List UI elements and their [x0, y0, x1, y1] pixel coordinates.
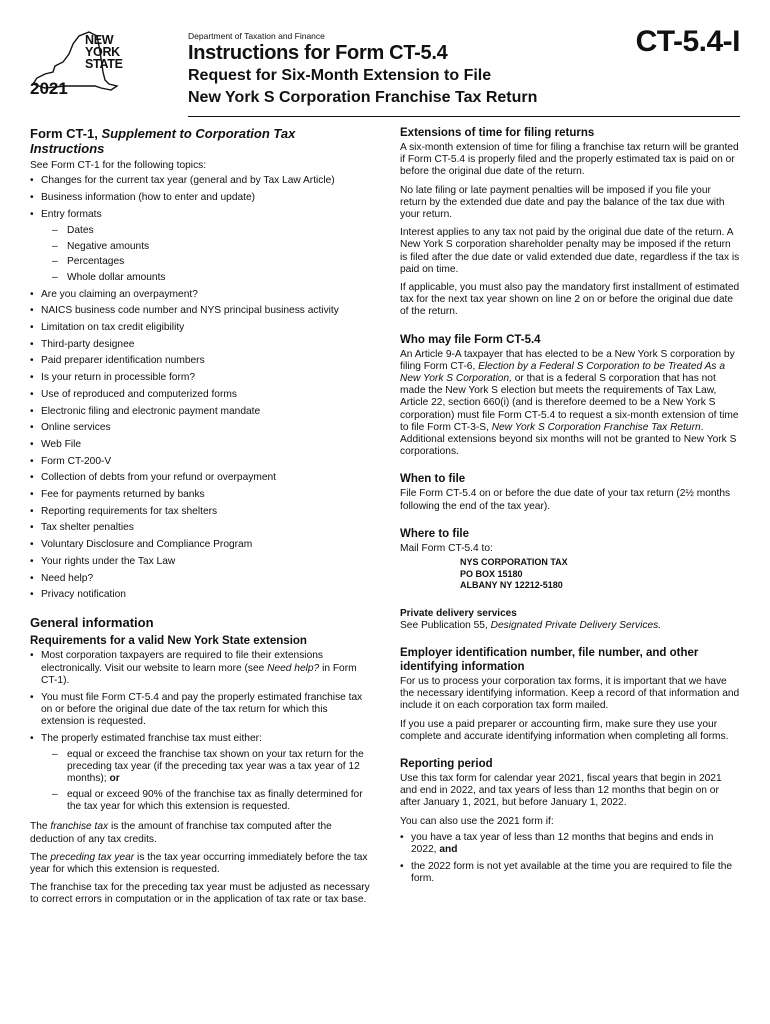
list-item: – equal or exceed 90% of the franchise tax as finally determined for the tax year for which this extension is requested.: [41, 789, 370, 813]
extensions-para-3: Interest applies to any tax not paid by the original due date of the return. A New York S corporation shareholder penalty may be imposed if the return is filed after the due date or valid extended due date, regardless if the tax is paid on time.: [400, 227, 740, 275]
extensions-heading: Extensions of time for filing returns: [400, 127, 595, 139]
list-item: • Limitation on tax credit eligibility: [30, 322, 370, 334]
list-item: • Form CT-200-V: [30, 456, 370, 468]
list-item: • The properly estimated franchise tax must either: – equal or exceed the franchise tax shown on your tax return for the preceding tax year (if the preceding tax year was a tax year of 12 months); or – equal or exceed 90% of the franchise tax as finally determined for the tax year for which this extension is requested.: [30, 733, 370, 814]
list-item: • Use of reproduced and computerized forms: [30, 389, 370, 401]
who-may-file-para: An Article 9-A taxpayer that has elected to be a New York S corporation by filing Form CT-6, Election by a Federal S Corporation to be Treated As a New York S Corporation, or that is a federal S corporation that has not made the New York S election but meets the requirements of Tax Law, Article 22, section 660(i) (and is therefore deemed to be a New York S corporation) must file Form CT-5.4 to request a six-month extension of time to file Form CT-3-S, New York S Corporation Franchise Tax Return. Additional extensions beyond six months will not be granted to New York S corporations.: [400, 348, 739, 458]
page-subtitle-1: Request for Six-Month Extension to File: [188, 67, 492, 84]
ein-para-2: If you use a paid preparer or accounting firm, make sure they use your complete and accurate identifying information when completing all forms.: [400, 718, 729, 742]
requirements-list: [30, 650, 370, 813]
adjustment-note: The franchise tax for the preceding tax year must be adjusted as necessary to correct errors in computation or in the application of tax rate or tax base.: [30, 882, 370, 906]
preceding-tax-year-definition: The preceding tax year is the tax year occurring immediately before the tax year for which this extension is requested.: [30, 851, 368, 876]
topics-list: [30, 175, 370, 601]
list-item: – Percentages: [41, 256, 370, 268]
reporting-period-list: [400, 832, 740, 885]
list-item: • You must file Form CT-5.4 and pay the properly estimated franchise tax on or before the original due date of the tax return for which this extension is requested.: [30, 692, 370, 729]
list-item: • NAICS business code number and NYS principal business activity: [30, 305, 370, 317]
estimate-conditions-list: [41, 749, 370, 814]
ein-heading: Employer identification number, file number, and other identifying information: [400, 646, 699, 673]
list-item: • the 2022 form is not yet available at the time you are required to file the form.: [400, 861, 740, 885]
list-item: • Most corporation taxpayers are required to file their extensions electronically. Visit our website to learn more (see Need help? in Form CT-1).: [30, 650, 370, 687]
page-title: Instructions for Form CT-5.4: [188, 42, 448, 64]
ct1-heading: Form CT-1, Supplement to Corporation Tax Instructions: [30, 126, 296, 156]
general-info-heading: General information: [30, 615, 154, 631]
reporting-period-para-2: You can also use the 2021 form if:: [400, 815, 554, 827]
left-column: [30, 126, 370, 913]
list-item: • Online services: [30, 422, 370, 434]
private-delivery-heading: Private delivery services: [400, 607, 517, 619]
extensions-para-4: If applicable, you must also pay the mandatory first installment of estimated tax for the next tax year shown on line 2 on or before the original due date of the return.: [400, 282, 740, 318]
list-item: • Voluntary Disclosure and Compliance Program: [30, 539, 370, 551]
list-item: • Collection of debts from your refund or overpayment: [30, 472, 370, 484]
ein-para-1: For us to process your corporation tax forms, it is important that we have the necessary identifying information. Keep a record of that information and include it on each corporation tax form mailed.: [400, 675, 740, 712]
list-item: • you have a tax year of less than 12 months that begins and ends in 2022, and: [400, 832, 740, 856]
list-item: • Need help?: [30, 573, 370, 585]
logo-wordmark: NEW YORK STATE: [85, 33, 123, 71]
ct1-intro: See Form CT-1 for the following topics:: [30, 160, 207, 171]
list-item: • Changes for the current tax year (general and by Tax Law Article): [30, 175, 370, 187]
franchise-tax-definition: The franchise tax is the amount of franchise tax computed after the deduction of any tax credits.: [30, 821, 332, 845]
where-to-file-heading: Where to file: [400, 527, 470, 540]
reporting-period-heading: Reporting period: [400, 758, 493, 770]
form-code: CT-5.4-I: [635, 25, 740, 58]
list-item: • Web File: [30, 439, 370, 451]
list-item: • Fee for payments returned by banks: [30, 489, 370, 501]
list-item: • Is your return in processible form?: [30, 372, 370, 384]
private-delivery-para: See Publication 55, Designated Private Delivery Services.: [400, 619, 662, 631]
list-item: • Privacy notification: [30, 589, 370, 601]
where-to-file-para: Mail Form CT-5.4 to:: [400, 542, 493, 554]
right-column: [400, 126, 740, 890]
department-name: Department of Taxation and Finance: [188, 31, 325, 41]
list-item: • Tax shelter penalties: [30, 522, 370, 534]
list-item: – equal or exceed the franchise tax shown on your tax return for the preceding tax year (if the preceding tax year was a tax year of 12 months); or: [41, 749, 370, 786]
page-subtitle-2: New York S Corporation Franchise Tax Return: [188, 89, 538, 106]
reporting-period-para-1: Use this tax form for calendar year 2021, fiscal years that begin in 2021 and end in 2022, and tax years of less than 12 months that begin on or after January 1, 2021, but before January 1, 2022.: [400, 773, 722, 809]
extensions-para-2: No late filing or late payment penalties will be imposed if you file your return by the extended due date and pay the balance of the tax due with your return.: [400, 184, 725, 221]
list-item: – Negative amounts: [41, 241, 370, 253]
header-rule: [188, 116, 740, 117]
who-may-file-heading: Who may file Form CT-5.4: [400, 333, 541, 346]
list-item: • Are you claiming an overpayment?: [30, 289, 370, 301]
requirements-heading: Requirements for a valid New York State extension: [30, 635, 307, 648]
form-year: 2021: [30, 79, 68, 98]
list-item: • Electronic filing and electronic payment mandate: [30, 406, 370, 418]
mailing-address: NYS CORPORATION TAX PO BOX 15180 ALBANY NY 12212-5180: [460, 557, 568, 591]
entry-formats-list: [41, 225, 370, 284]
list-item: • Third-party designee: [30, 339, 370, 351]
list-item: • Your rights under the Tax Law: [30, 556, 370, 568]
extensions-para-1: A six-month extension of time for filing a franchise tax return will be granted if Form CT-5.4 is properly filed and the properly estimated tax is paid on or before the original due date of the return.: [400, 142, 739, 178]
list-item: – Dates: [41, 225, 370, 237]
when-to-file-heading: When to file: [400, 473, 466, 486]
list-item: • Paid preparer identification numbers: [30, 355, 370, 367]
when-to-file-para: File Form CT-5.4 on or before the due date of your tax return (2½ months following the end of the tax year).: [400, 488, 731, 512]
list-item: • Business information (how to enter and update): [30, 192, 370, 204]
list-item: • Entry formats – Dates – Negative amounts – Percentages – Whole dollar amounts: [30, 209, 370, 285]
list-item: • Reporting requirements for tax shelters: [30, 506, 370, 518]
list-item: – Whole dollar amounts: [41, 272, 370, 284]
nys-logo: [25, 26, 125, 100]
